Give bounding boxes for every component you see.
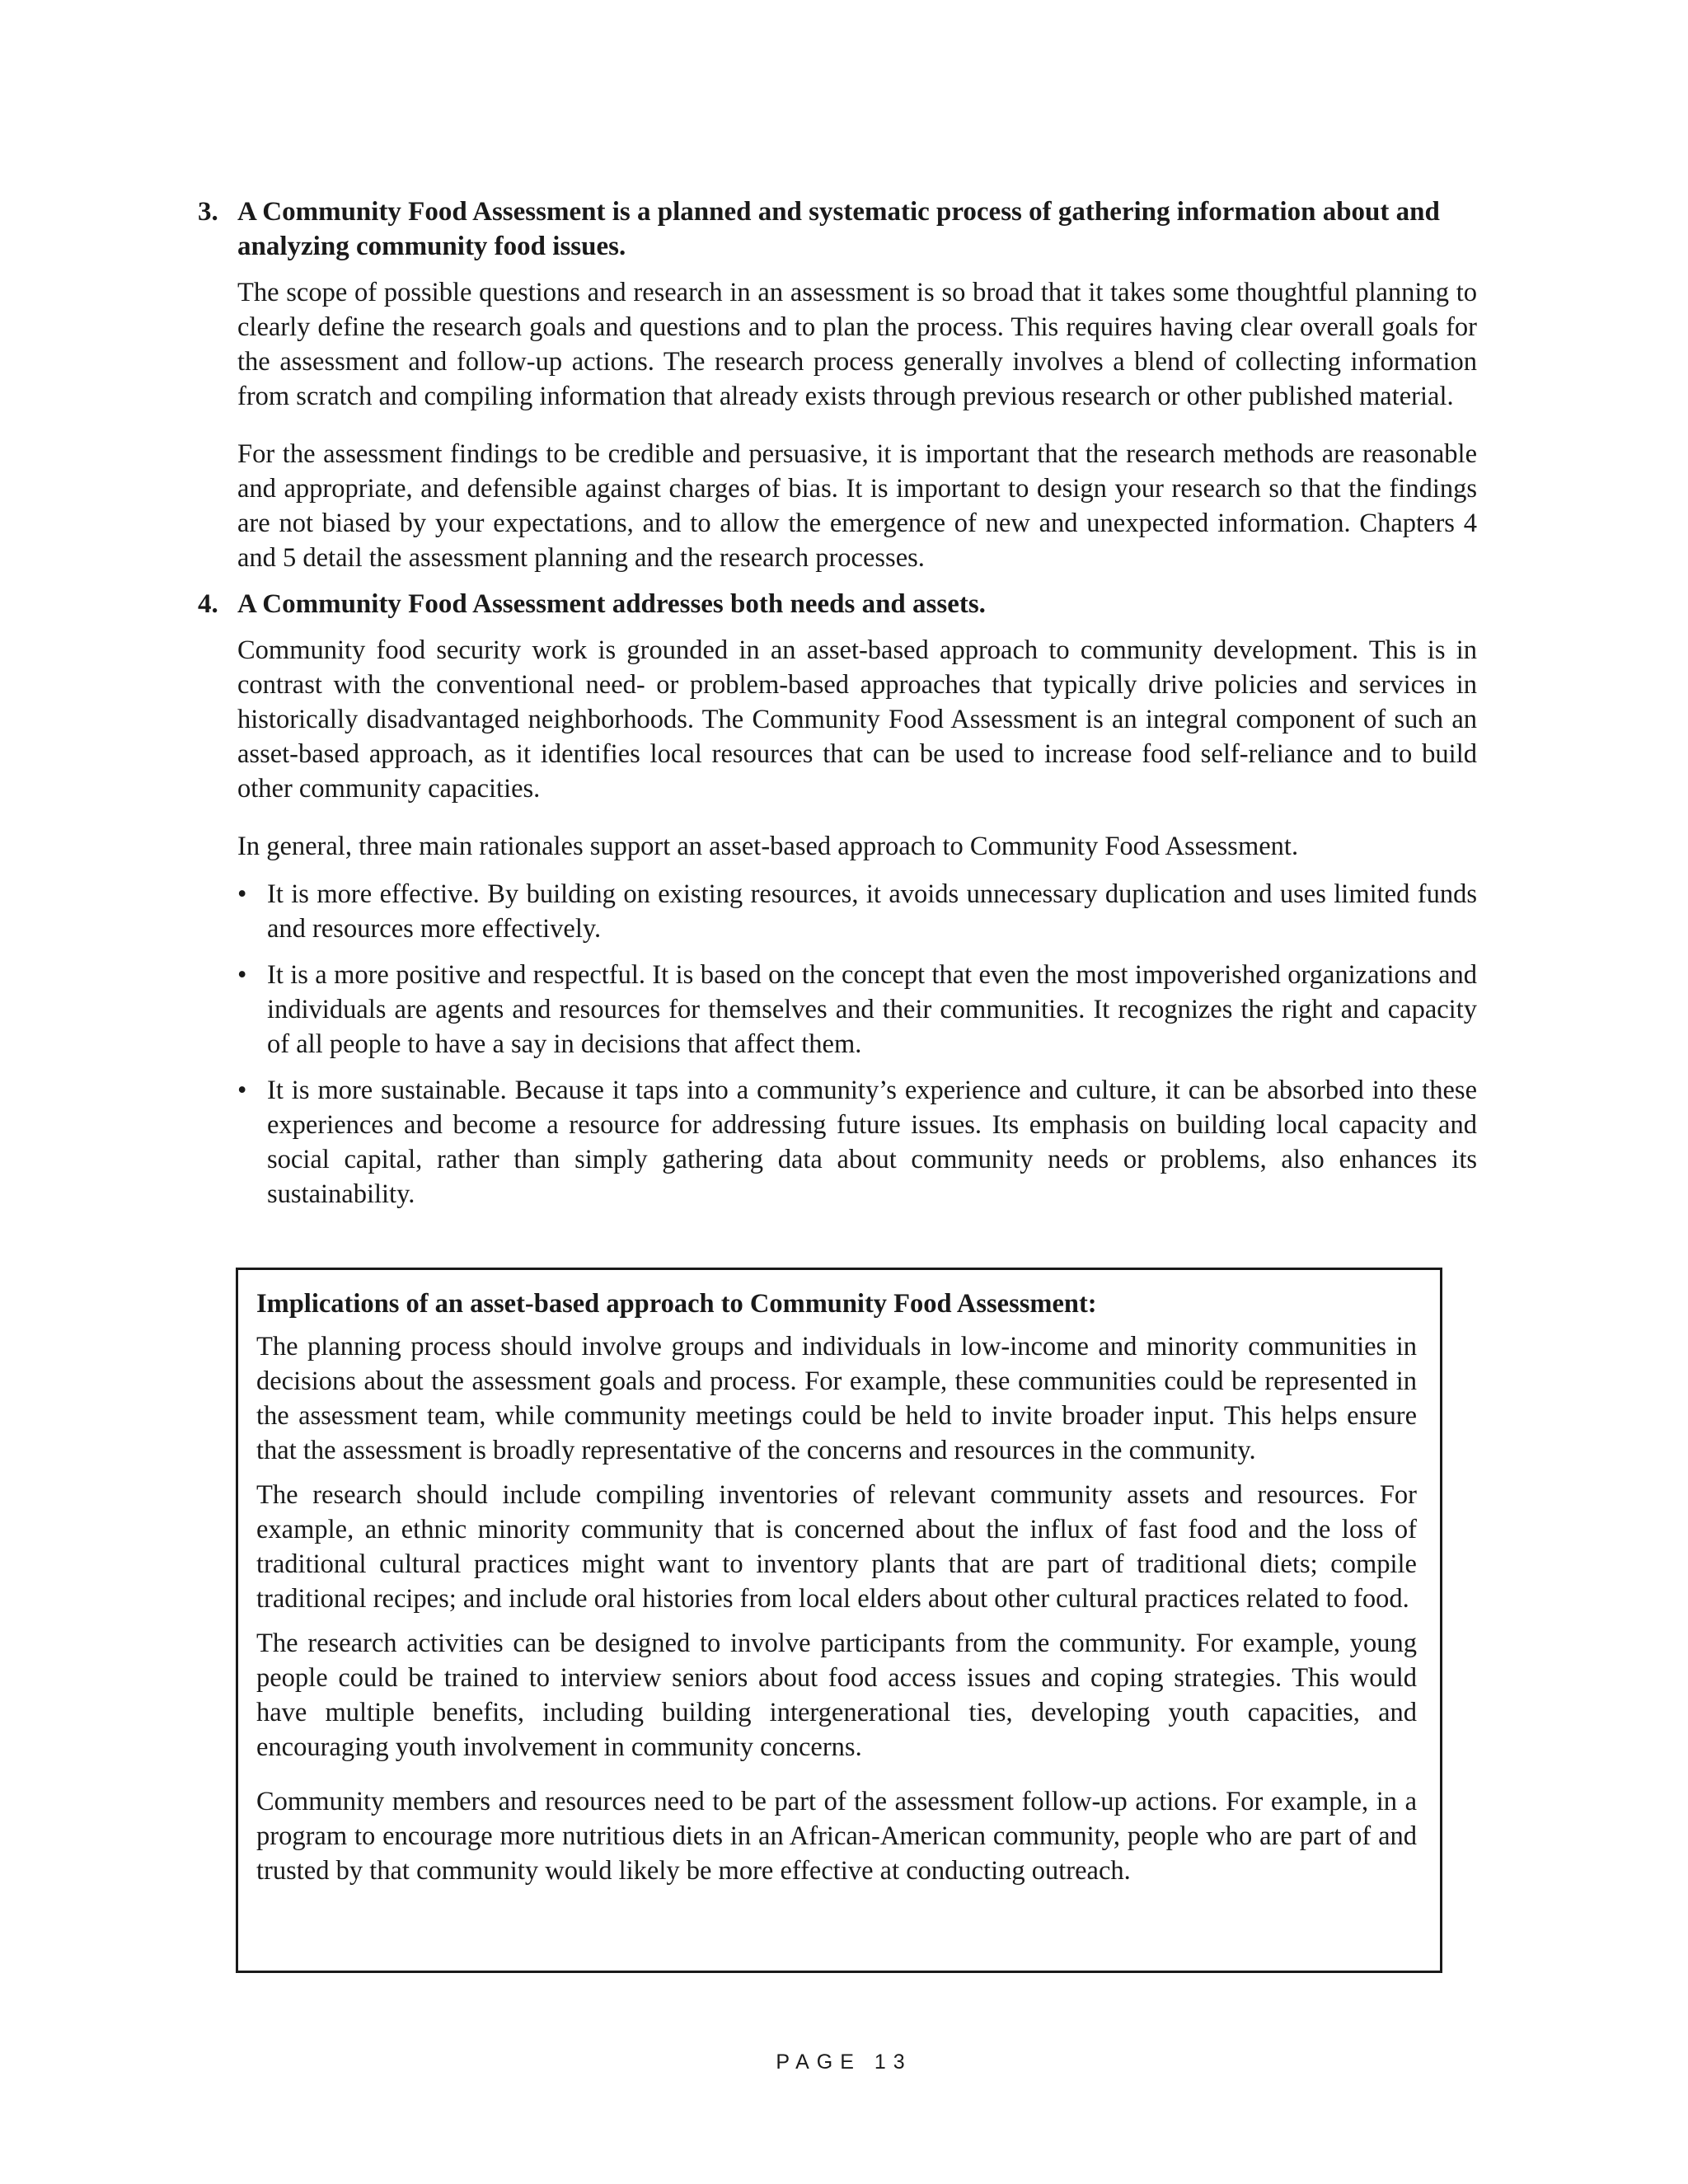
- callout-paragraph: The research should include compiling inventories of relevant community assets and resources. For example, an ethnic minority community that is concerned about the influx of fast food and the loss of traditional cultural practices might want to inventory plants that are part of traditional diets; compile traditional recipes; and include oral histories from local elders about other cultural practices related to food.: [256, 1480, 1417, 1614]
- bullet-marker: •: [237, 879, 247, 909]
- callout-paragraph: The research activities can be designed to involve participants from the community. For example, young people could be trained to interview seniors about food access issues and coping strategies. This would have multiple benefits, including building intergenerational ties, developing youth capacities, and encouraging youth involvement in community concerns.: [256, 1629, 1417, 1762]
- page-content: [198, 194, 1477, 1223]
- bullet-item: [237, 958, 1477, 1062]
- bullet-marker: •: [237, 1076, 247, 1105]
- callout-paragraph: The planning process should involve groups and individuals in low-income and minority communities in decisions about the assessment goals and process. For example, these communities could be represented in the assessment team, while community meetings could be held to invite broader input. This helps ensure that the assessment is broadly representative of the concerns and resources in the community.: [256, 1332, 1417, 1465]
- callout-title: Implications of an asset-based approach to Community Food Assessment:: [256, 1289, 1097, 1319]
- section-body: [237, 587, 1477, 1212]
- paragraph: For the assessment findings to be credible and persuasive, it is important that the research methods are reasonable and appropriate, and defensible against charges of bias. It is important to design your research so that the findings are not biased by your expectations, and to allow the emergence of new and unexpected information. Chapters 4 and 5 detail the assessment planning and the research processes.: [237, 439, 1477, 573]
- page-number: PAGE 13: [776, 2050, 912, 2074]
- section-number: 3.: [198, 197, 218, 227]
- bullet-marker: •: [237, 960, 247, 990]
- bullet-item: [237, 877, 1477, 946]
- section-4: [198, 587, 1477, 1212]
- section-number: 4.: [198, 589, 218, 619]
- paragraph: Community food security work is grounded in an asset-based approach to community development. This is in contrast with the conventional need- or problem-based approaches that typically drive policies and services in historically disadvantaged neighborhoods. The Community Food Assessment is an integral component of such an asset-based approach, as it identifies local resources that can be used to increase food self-reliance and to build other community capacities.: [237, 635, 1477, 804]
- paragraph: In general, three main rationales support an asset-based approach to Community Food Assessment.: [237, 832, 1299, 861]
- section-heading: A Community Food Assessment is a planned and systematic process of gathering information about and analyzing community food issues.: [237, 197, 1440, 261]
- paragraph: The scope of possible questions and research in an assessment is so broad that it takes some thoughtful planning to clearly define the research goals and questions and to plan the process. This requires having clear overall goals for the assessment and follow-up actions. The research process generally involves a blend of collecting information from scratch and compiling information that already exists through previous research or other published material.: [237, 278, 1477, 411]
- bullet-text: It is more effective. By building on existing resources, it avoids unnecessary duplication and uses limited funds and resources more effectively.: [267, 879, 1477, 944]
- bullet-item: [237, 1073, 1477, 1212]
- bullet-text: It is a more positive and respectful. It is based on the concept that even the most impoverished organizations and individuals are agents and resources for themselves and their communities. It recognizes the right and capacity of all people to have a say in decisions that affect them.: [267, 960, 1477, 1059]
- section-heading: A Community Food Assessment addresses both needs and assets.: [237, 589, 986, 619]
- callout-box: [236, 1268, 1442, 1973]
- bullet-list: [237, 877, 1477, 1212]
- section-body: [237, 194, 1477, 575]
- bullet-text: It is more sustainable. Because it taps into a community’s experience and culture, it can be absorbed into these experiences and become a resource for addressing future issues. Its emphasis on building local capacity and social capital, rather than simply gathering data about community needs or problems, also enhances its sustainability.: [267, 1076, 1477, 1209]
- callout-paragraph: Community members and resources need to be part of the assessment follow-up actions. For example, in a program to encourage more nutritious diets in an African-American community, people who are part of and trusted by that community would likely be more effective at conducting outreach.: [256, 1787, 1417, 1886]
- section-3: [198, 194, 1477, 575]
